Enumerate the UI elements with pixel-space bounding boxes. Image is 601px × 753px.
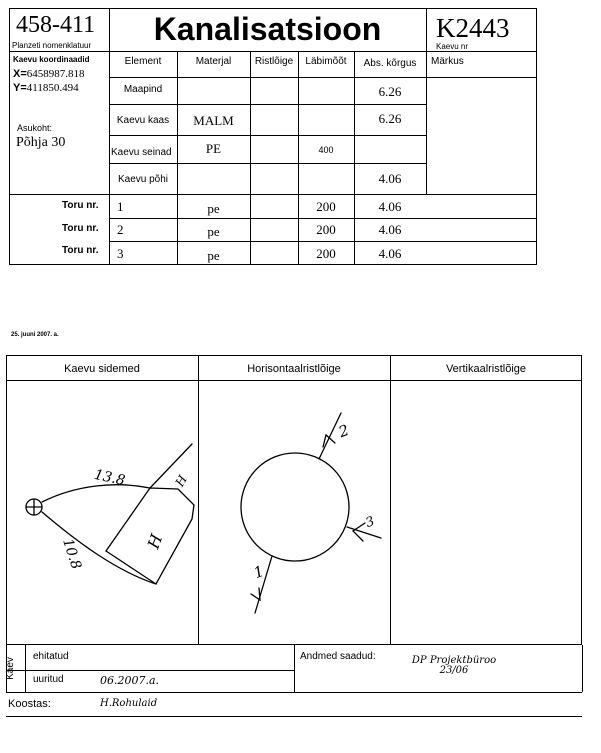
pipe-label-1: 1 [251, 561, 267, 583]
row-element: Maapind [123, 84, 163, 95]
data-from-ref: 23/06 [439, 665, 469, 676]
row-element: Kaevu põhi [117, 174, 169, 185]
coordinates-label: Kaevu koordinaadid [13, 55, 90, 64]
coordinate-y-value: 411850.494 [26, 82, 79, 94]
pipe-number: 3 [117, 246, 124, 261]
footer-right-edge [582, 645, 583, 692]
link-line-upper [42, 485, 150, 502]
pipe-diameter: 200 [316, 222, 336, 237]
table-row-divider [109, 218, 537, 219]
pipe-label: Toru nr. [62, 223, 99, 234]
table-row-divider [9, 194, 537, 195]
pipe-label-3: 3 [363, 514, 377, 531]
footer-bottom [6, 692, 582, 693]
col-header-height: Abs. kõrgus [363, 58, 417, 69]
footer-mid-divider [294, 645, 295, 692]
nomenclature-label: Planzeti nomenklatuur [12, 41, 92, 50]
coordinate-y [13, 82, 79, 94]
row-element: Kaevu kaas [116, 115, 170, 126]
coordinate-x-prefix: X= [13, 68, 27, 80]
table-row-divider [109, 104, 426, 105]
manhole-circle [241, 453, 349, 561]
pipe-number: 2 [117, 222, 124, 237]
coordinate-y-prefix: Y= [13, 82, 27, 94]
col-header-section: Ristlõige [254, 56, 294, 67]
surveyed-label: uuritud [33, 674, 64, 685]
sketch-col-divider [390, 355, 391, 645]
row-diameter: 400 [318, 145, 334, 155]
built-label: ehitatud [33, 651, 69, 662]
page-title: Kanalisatsioon [153, 11, 382, 47]
pipe-line-3 [347, 527, 381, 538]
data-from-label: Andmed saadud: [300, 651, 376, 662]
coordinate-x [13, 68, 85, 80]
footer-divider [6, 670, 294, 671]
sketch-title-horizontal: Horisontaalristlõige [247, 363, 341, 375]
row-height: 4.06 [378, 171, 402, 186]
pipe-label: Toru nr. [62, 245, 99, 256]
footer-side-label: Kaev [4, 657, 16, 680]
horizontal-section-sketch [199, 381, 389, 644]
address-label: Asukoht: [17, 123, 53, 133]
pipe-diameter: 200 [316, 246, 336, 261]
pipe-material: pe [207, 224, 220, 239]
header-divider [9, 51, 537, 52]
author-label: Koostas: [8, 698, 51, 710]
dim-lower: 10.8 [59, 536, 85, 572]
data-from-value: DP Projektbüroo [411, 655, 497, 666]
table-header-divider [109, 77, 537, 78]
row-height: 6.26 [378, 111, 402, 126]
dim-upper: 13.8 [92, 466, 127, 490]
pipe-height: 4.06 [378, 246, 402, 261]
pipe-number: 1 [117, 199, 124, 214]
table-col-divider [250, 51, 251, 265]
well-links-sketch [6, 381, 198, 644]
author-value: H.Rohulaid [100, 698, 158, 709]
row-height: 6.26 [378, 84, 402, 99]
table-row-divider [109, 135, 426, 136]
pipe-label-2: 2 [336, 420, 352, 442]
pipe-label: Toru nr. [62, 200, 99, 211]
sketch-title-links: Kaevu sidemed [64, 363, 140, 375]
row-material: MALM [193, 113, 234, 128]
coordinate-x-value: 6458987.818 [26, 68, 85, 80]
pipe-material: pe [207, 248, 220, 263]
footer-signature-line [6, 716, 582, 717]
building-label-large: H [143, 531, 167, 552]
row-element: Kaevu seinad [111, 147, 172, 158]
table-row-divider [109, 163, 426, 164]
sketch-title-vertical: Vertikaalristlõige [445, 363, 527, 375]
pipe-diameter: 200 [316, 199, 336, 214]
surveyed-value: 06.2007.a. [100, 674, 160, 687]
pipe-material: pe [207, 201, 220, 216]
col-header-diameter: Läbimõõt [305, 56, 347, 67]
table-row-divider [109, 241, 537, 242]
building-label-small: H [172, 472, 190, 490]
pipe-line-2 [319, 413, 341, 459]
well-number: K2443 [436, 13, 510, 43]
col-header-remarks: Märkus [431, 56, 464, 67]
building-outline [106, 444, 194, 584]
pipe-height: 4.06 [378, 222, 402, 237]
col-header-element: Element [124, 56, 162, 67]
pipe-arrow-1 [251, 588, 260, 600]
pipe-arrow-2 [323, 435, 335, 447]
nomenclature-value: 458-411 [16, 12, 96, 38]
col-header-material: Materjal [195, 56, 232, 67]
header-divider-right [426, 8, 427, 194]
row-material: PE [205, 141, 222, 156]
pipe-height: 4.06 [378, 199, 402, 214]
address-value: Põhja 30 [16, 135, 66, 150]
footer-label-divider [25, 645, 26, 692]
date-stamp: 25. juuni 2007. a. [11, 332, 59, 338]
well-number-label: Kaevu nr [436, 42, 469, 51]
